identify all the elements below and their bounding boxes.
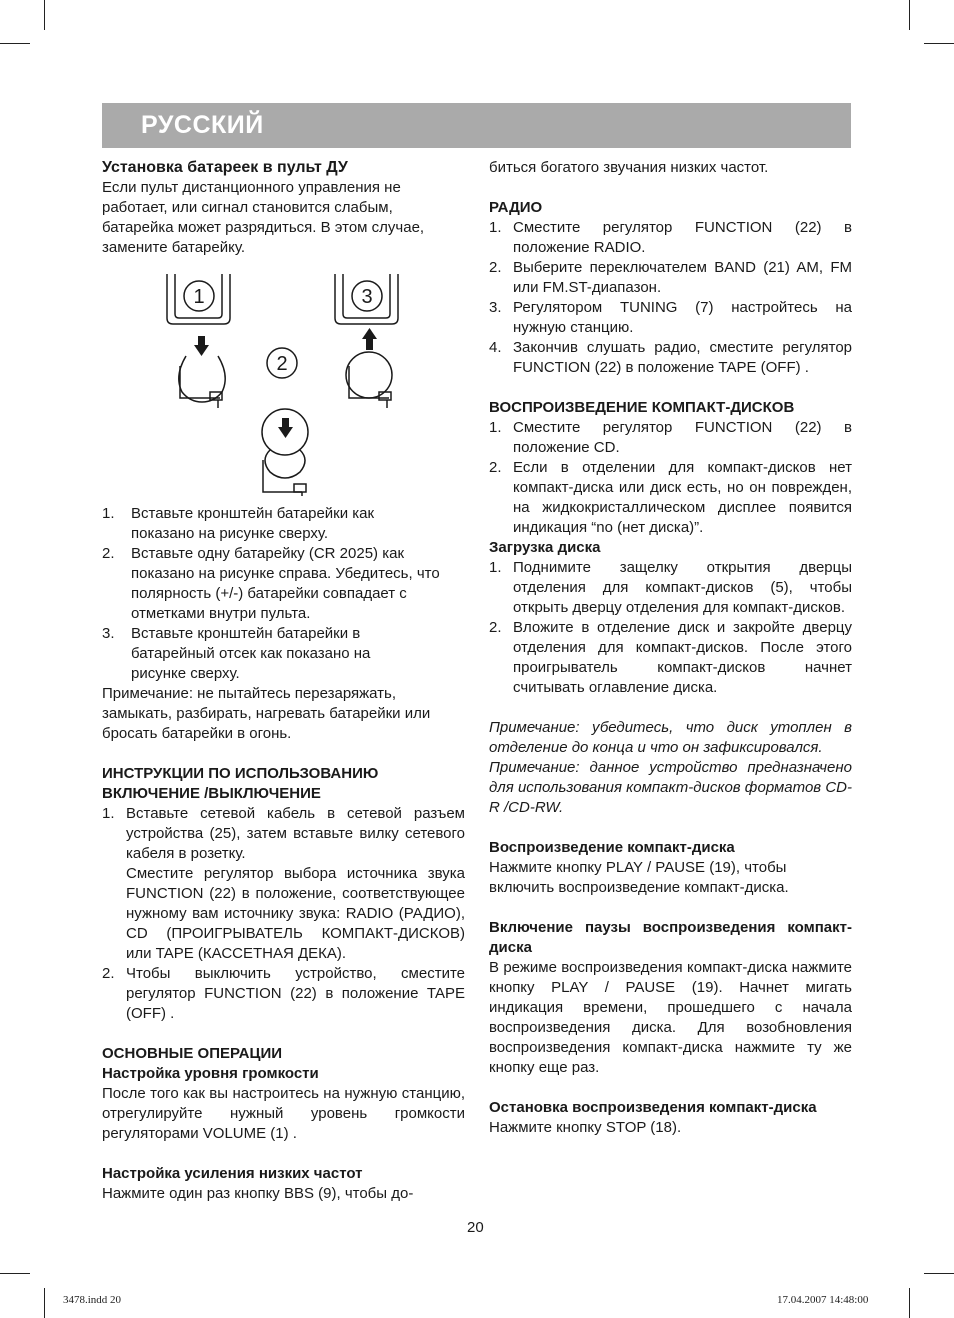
bass-text-continued: биться богатого звучания низких частот. — [489, 159, 769, 176]
power-steps — [102, 804, 465, 1024]
battery-installation-diagram — [102, 270, 465, 496]
play-text: Нажмите кнопку PLAY / PAUSE (19), чтобы включить воспроизведение компакт-диска. — [489, 859, 789, 896]
cd-note-1: Примечание: убедитесь, что диск утоплен в отделение до конца и что он зафиксировался. — [489, 719, 852, 756]
cd-steps — [489, 418, 852, 538]
load-title: Загрузка диска — [489, 539, 601, 556]
power-title: ВКЛЮЧЕНИЕ /ВЫКЛЮЧЕНИЕ — [102, 785, 321, 802]
list-item: 2. Чтобы выключить устройство, сместите регулятор FUNCTION (22) в положение TAPE (OFF) . — [102, 965, 465, 1022]
radio-steps — [489, 218, 852, 378]
cd-note-2: Примечание: данное устройство предназначено для использования компакт-дисков форматов CD-R /CD-RW. — [489, 759, 852, 816]
list-item: 4. Закончив слушать радио, сместите регулятор FUNCTION (22) в положение TAPE (OFF) . — [489, 339, 852, 376]
crop-mark — [44, 0, 45, 30]
basic-ops-title: ОСНОВНЫЕ ОПЕРАЦИИ — [102, 1045, 283, 1062]
crop-mark — [909, 1288, 910, 1318]
figure-label-3: 3 — [361, 286, 373, 308]
crop-mark — [0, 43, 30, 44]
list-item: 3. Регулятором TUNING (7) настройтесь на нужную станцию. — [489, 299, 852, 336]
crop-mark — [924, 43, 954, 44]
right-column — [489, 158, 852, 1138]
crop-mark — [44, 1288, 45, 1318]
slug-date: 17.04.2007 14:48:00 — [777, 1294, 869, 1306]
list-item: 2. Вставьте одну батарейку (CR 2025) как показано на рисунке справа. Убедитесь, что полярность (+/-) батарейки совпадает с отметками внутри пульта. — [102, 545, 440, 622]
battery-steps — [102, 504, 465, 684]
volume-text: После того как вы настроитесь на нужную станцию, отрегулируйте нужный уровень громкости регуляторами VOLUME (1) . — [102, 1085, 465, 1142]
crop-mark — [924, 1273, 954, 1274]
stop-text: Нажмите кнопку STOP (18). — [489, 1119, 682, 1136]
battery-title: Установка батареек в пульт ДУ — [102, 159, 348, 176]
list-item: 1. Сместите регулятор FUNCTION (22) в положение RADIO. — [489, 219, 852, 256]
play-title: Воспроизведение компакт-диска — [489, 839, 735, 856]
list-item: 3. Вставьте кронштейн батарейки в батарейный отсек как показано на рисунке сверху. — [102, 625, 371, 682]
load-steps — [489, 558, 852, 698]
left-column — [102, 158, 465, 1204]
list-item: 2. Выберите переключателем BAND (21) AM, FM или FM.ST-диапазон. — [489, 259, 852, 296]
battery-figure — [102, 270, 465, 496]
crop-mark — [0, 1273, 30, 1274]
list-item: 1. Вставьте сетевой кабель в сетевой разъем устройства (25), затем вставьте вилку сетевого кабеля в розетку. Сместите регулятор выбора источника звука FUNCTION (22) в положение, соответствующее нужному вам источнику звука: RADIO (РАДИО), CD (ПРОИГРЫВАТЕЛЬ КОМПАКТ-ДИСКОВ) или TAPE (КАССЕТНАЯ ДЕКА). — [102, 805, 465, 962]
list-item: 2. Если в отделении для компакт-дисков нет компакт-диска или диск есть, но он поврежден, на жидкокристаллическом дисплее появится индикация “no (нет диска)”. — [489, 459, 852, 536]
cd-title: ВОСПРОИЗВЕДЕНИЕ КОМПАКТ-ДИСКОВ — [489, 399, 795, 416]
volume-title: Настройка уровня громкости — [102, 1065, 319, 1082]
figure-label-2: 2 — [276, 353, 288, 375]
page-number: 20 — [467, 1219, 484, 1236]
list-item: 1. Вставьте кронштейн батарейки как показано на рисунке сверху. — [102, 505, 375, 542]
language-title: РУССКИЙ — [141, 111, 264, 139]
figure-label-1: 1 — [193, 286, 205, 308]
radio-title: РАДИО — [489, 199, 543, 216]
battery-intro: Если пульт дистанционного управления не работает, или сигнал становится слабым, батарейка может разрядиться. В этом случае, замените батарейку. — [102, 179, 425, 256]
crop-mark — [909, 0, 910, 30]
pause-text: В режиме воспроизведения компакт-диска нажмите кнопку PLAY / PAUSE (19). Начнет мигать индикация времени, прошедшего с начала воспроизведения диска. Для возобновления воспроизведения компакт-диска нажмите ту же кнопку еще раз. — [489, 959, 852, 1076]
pause-title: Включение паузы воспроизведения компакт-диска — [489, 919, 852, 956]
battery-note: Примечание: не пытайтесь перезаряжать, замыкать, разбирать, нагревать батарейки или бросать батарейки в огонь. — [102, 685, 431, 742]
slug-file: 3478.indd 20 — [63, 1294, 122, 1306]
list-item: 2. Вложите в отделение диск и закройте дверцу отделения для компакт-дисков. После этого проигрыватель компакт-дисков начнет считывать оглавление диска. — [489, 619, 852, 696]
list-item: 1. Сместите регулятор FUNCTION (22) в положение CD. — [489, 419, 852, 456]
bass-title: Настройка усиления низких частот — [102, 1165, 363, 1182]
bass-text: Нажмите один раз кнопку BBS (9), чтобы до- — [102, 1185, 414, 1202]
stop-title: Остановка воспроизведения компакт-диска — [489, 1099, 817, 1116]
list-item: 1. Поднимите защелку открытия дверцы отделения для компакт-дисков (5), чтобы открыть дверцу отделения для компакт-дисков. — [489, 559, 852, 616]
instructions-title: ИНСТРУКЦИИ ПО ИСПОЛЬЗОВАНИЮ — [102, 765, 379, 782]
